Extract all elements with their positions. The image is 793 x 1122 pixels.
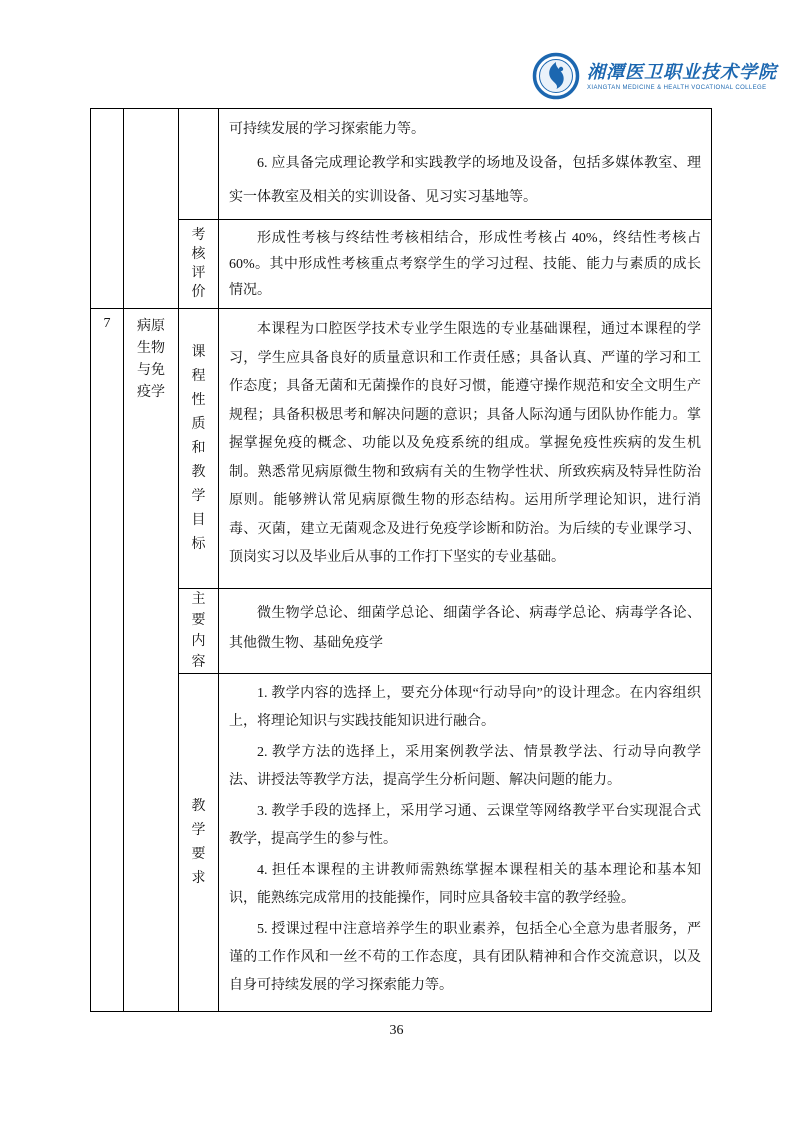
assessment-label: 考核评价	[191, 228, 206, 300]
prev-label-cell	[179, 109, 219, 220]
prev-requirements-cell	[219, 109, 712, 220]
page-number: 36	[389, 1023, 404, 1038]
content-text: 微生物学总论、细菌学总论、细菌学各论、病毒学总论、病毒学各论、其他微生物、基础免疫学	[229, 606, 701, 651]
table-row	[91, 220, 712, 309]
requirement-item: 1. 教学内容的选择上，要充分体现“行动导向”的设计理念。在内容组织上，将理论知识与实践技能知识进行融合。	[229, 686, 701, 729]
requirements-label-cell	[179, 674, 219, 1012]
table-row	[91, 309, 712, 589]
assessment-text-cell	[219, 220, 712, 309]
requirements-text-cell	[219, 674, 712, 1012]
row-index: 7	[103, 316, 111, 331]
content-label: 主要内容	[191, 592, 206, 670]
nature-text-cell	[219, 309, 712, 589]
row-index-cell	[91, 309, 124, 1012]
content-text-cell	[219, 589, 712, 674]
nature-label-cell	[179, 309, 219, 589]
assessment-label-cell	[179, 220, 219, 309]
table-row	[91, 109, 712, 220]
requirement-item: 4. 担任本课程的主讲教师需熟练掌握本课程相关的基本理论和基本知识，能熟练完成常用的技能操作，同时应具备较丰富的教学经验。	[229, 863, 701, 906]
content-label-cell	[179, 589, 219, 674]
college-name-en: XIANGTAN MEDICINE & HEALTH VOCATIONAL COLLEGE	[587, 85, 767, 91]
requirement-item: 5. 授课过程中注意培养学生的职业素养，包括全心全意为患者服务，严谨的工作作风和一丝不苟的工作态度，具有团队精神和合作交流意识，以及自身可持续发展的学习探索能力等。	[229, 922, 701, 993]
course-name-cell	[124, 309, 179, 1012]
requirement-tail-line: 可持续发展的学习探索能力等。	[229, 122, 425, 137]
prev-course-cell	[124, 109, 179, 309]
nature-label: 课程性质和教学目标	[191, 344, 206, 552]
college-name	[587, 61, 777, 91]
course-name: 病原生物与免疫学	[137, 319, 165, 400]
college-logo	[532, 52, 777, 100]
college-emblem-icon	[532, 52, 580, 100]
prev-index-cell	[91, 109, 124, 309]
assessment-text: 形成性考核与终结性考核相结合，形成性考核占 40%，终结性考核占 60%。其中形成性考核重点考察学生的学习过程、技能、能力与素质的成长情况。	[229, 231, 701, 298]
requirement-item: 3. 教学手段的选择上，采用学习通、云课堂等网络教学平台实现混合式教学，提高学生的参与性。	[229, 804, 701, 847]
course-table	[90, 108, 712, 1012]
requirement-item: 6. 应具备完成理论教学和实践教学的场地及设备，包括多媒体教室、理实一体教室及相关的实训设备、见习实习基地等。	[229, 156, 701, 205]
requirements-label: 教学要求	[191, 798, 206, 886]
table-row	[91, 674, 712, 1012]
college-name-cn: 湘潭医卫职业技术学院	[587, 62, 777, 82]
nature-text: 本课程为口腔医学技术专业学生限选的专业基础课程，通过本课程的学习，学生应具备良好的质量意识和工作责任感；具备认真、严谨的学习和工作态度；具备无菌和无菌操作的良好习惯，能遵守操作规范和安全文明生产规程；具备积极思考和解决问题的意识；具备人际沟通与团队协作能力。掌握掌握免疫的概念、功能以及免疫系统的组成。掌握免疫性疾病的发生机制。熟悉常见病原微生物和致病有关的生物学性状、所致疾病及特异性防治原则。能够辨认常见病原微生物的形态结构。运用所学理论知识，进行消毒、灭菌，建立无菌观念及进行免疫学诊断和防治。为后续的专业课学习、顶岗实习以及毕业后从事的工作打下坚实的专业基础。	[229, 322, 701, 565]
requirement-item: 2. 教学方法的选择上，采用案例教学法、情景教学法、行动导向教学法、讲授法等教学方法，提高学生分析问题、解决问题的能力。	[229, 745, 701, 788]
table-row	[91, 589, 712, 674]
